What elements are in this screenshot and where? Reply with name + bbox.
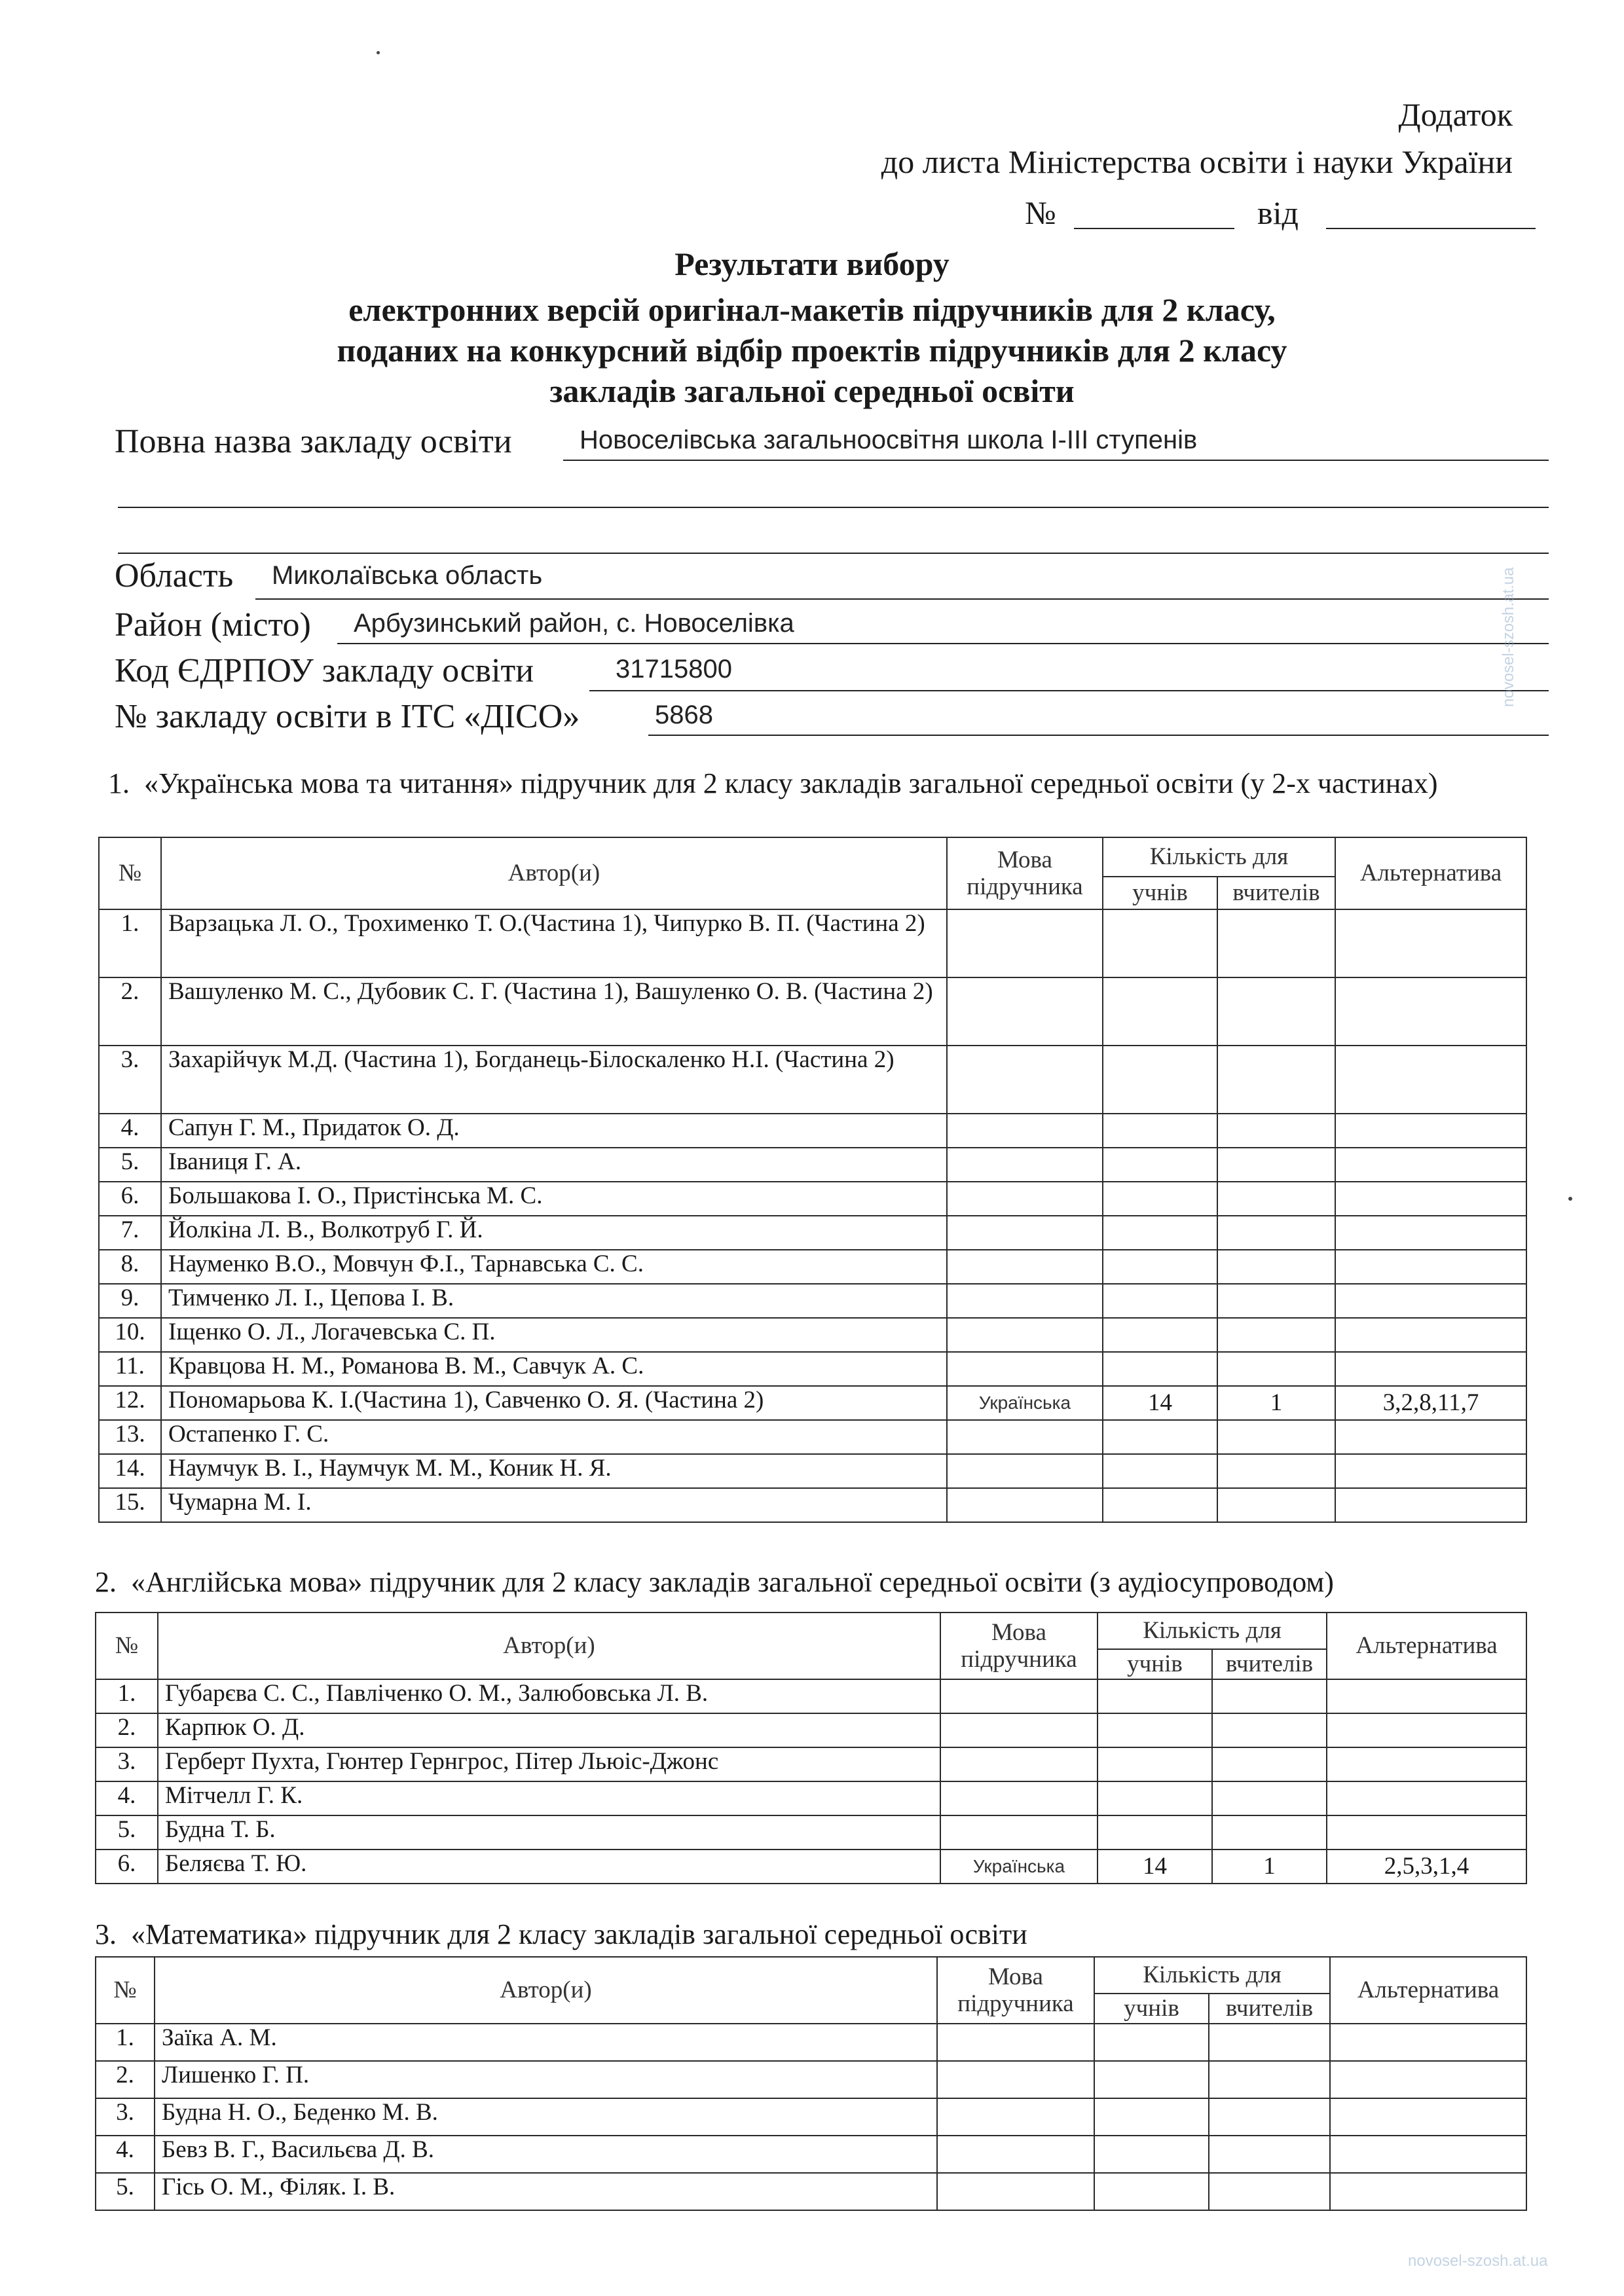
table-row — [99, 1318, 1526, 1352]
table-row — [96, 2061, 1526, 2098]
row-authors: Бевз В. Г., Васильєва Д. В. — [155, 2136, 937, 2173]
row-alternative — [1335, 1488, 1526, 1522]
row-teachers — [1217, 1454, 1335, 1488]
col-students-header: учнів — [1098, 1649, 1212, 1679]
row-alternative — [1335, 1318, 1526, 1352]
row-number: 3. — [96, 1747, 158, 1781]
school-name-value: Новоселівська загальноосвітня школа І-ІІІ ступенів — [580, 426, 1198, 454]
edrpou-line — [589, 689, 1549, 691]
row-language — [947, 1114, 1103, 1148]
section-2-table — [95, 1612, 1527, 1884]
col-students-header: учнів — [1094, 1994, 1209, 2024]
row-teachers — [1212, 1781, 1327, 1815]
edrpou-label: Код ЄДРПОУ закладу освіти — [115, 652, 534, 689]
row-language: Українська — [940, 1850, 1098, 1884]
row-authors: Іваниця Г. А. — [161, 1148, 947, 1182]
region-value: Миколаївська область — [272, 561, 543, 590]
row-authors: Будна Н. О., Беденко М. В. — [155, 2098, 937, 2136]
col-number-header: № — [99, 837, 161, 909]
row-alternative: 2,5,3,1,4 — [1327, 1850, 1526, 1884]
row-number: 14. — [99, 1454, 161, 1488]
table-row — [96, 2024, 1526, 2061]
section-2-title — [95, 1566, 1555, 1599]
row-number: 8. — [99, 1250, 161, 1284]
doc-title-line1: Результати вибору — [674, 246, 950, 282]
col-quantity-header: Кількість для — [1094, 1957, 1330, 1994]
row-alternative — [1330, 2024, 1526, 2061]
row-teachers — [1212, 1747, 1327, 1781]
row-language — [947, 1488, 1103, 1522]
region-line — [255, 597, 1549, 600]
row-alternative — [1335, 1454, 1526, 1488]
row-alternative — [1335, 1148, 1526, 1182]
row-authors: Большакова І. О., Пристінська М. С. — [161, 1182, 947, 1216]
school-name-line2 — [118, 505, 1549, 508]
row-language — [947, 1420, 1103, 1454]
row-teachers — [1217, 977, 1335, 1046]
row-students — [1103, 1352, 1217, 1386]
col-teachers-header: вчителів — [1209, 1994, 1330, 2024]
row-number: 12. — [99, 1386, 161, 1420]
date-blank — [1326, 227, 1536, 229]
section-number: 1. — [108, 767, 130, 799]
row-alternative — [1327, 1781, 1526, 1815]
row-authors: Беляєва Т. Ю. — [158, 1850, 940, 1884]
row-students — [1094, 2061, 1209, 2098]
doc-title-line4: закладів загальної середньої освіти — [549, 373, 1075, 409]
row-authors: Лишенко Г. П. — [155, 2061, 937, 2098]
row-alternative — [1335, 1182, 1526, 1216]
row-students — [1094, 2024, 1209, 2061]
row-authors: Губарєва С. С., Павліченко О. М., Залюбовська Л. В. — [158, 1679, 940, 1713]
row-number: 10. — [99, 1318, 161, 1352]
col-number-header: № — [96, 1613, 158, 1679]
itc-label: № закладу освіти в ІТС «ДІСО» — [115, 698, 580, 735]
table-row — [96, 2173, 1526, 2210]
row-language — [947, 909, 1103, 977]
row-alternative — [1327, 1747, 1526, 1781]
row-teachers — [1212, 1679, 1327, 1713]
number-label: № — [1025, 194, 1056, 231]
row-students — [1098, 1679, 1212, 1713]
row-students — [1098, 1713, 1212, 1747]
row-language — [947, 1216, 1103, 1250]
row-teachers — [1217, 1182, 1335, 1216]
row-students — [1094, 2098, 1209, 2136]
row-alternative — [1330, 2098, 1526, 2136]
table-row — [99, 909, 1526, 977]
row-authors: Пономарьова К. І.(Частина 1), Савченко О. Я. (Частина 2) — [161, 1386, 947, 1420]
table-row — [99, 977, 1526, 1046]
row-authors: Сапун Г. М., Придаток О. Д. — [161, 1114, 947, 1148]
table-row — [99, 1046, 1526, 1114]
row-teachers — [1209, 2024, 1330, 2061]
table-row — [99, 1284, 1526, 1318]
row-teachers — [1212, 1815, 1327, 1850]
row-teachers: 1 — [1212, 1850, 1327, 1884]
row-language — [937, 2136, 1094, 2173]
district-line — [337, 642, 1549, 644]
row-students: 14 — [1103, 1386, 1217, 1420]
row-language — [940, 1781, 1098, 1815]
row-students — [1103, 1250, 1217, 1284]
row-number: 5. — [99, 1148, 161, 1182]
col-quantity-header: Кількість для — [1098, 1613, 1327, 1649]
section-name: «Математика» підручник для 2 класу закладів загальної середньої освіти — [131, 1918, 1027, 1950]
doc-title-line3: поданих на конкурсний відбір проектів підручників для 2 класу — [337, 332, 1287, 369]
row-number: 4. — [96, 1781, 158, 1815]
row-authors: Гісь О. М., Філяк. І. В. — [155, 2173, 937, 2210]
district-value: Арбузинський район, с. Новоселівка — [354, 609, 794, 638]
row-number: 4. — [99, 1114, 161, 1148]
row-teachers — [1217, 1352, 1335, 1386]
row-language — [947, 1182, 1103, 1216]
section-number: 2. — [95, 1566, 117, 1598]
row-students — [1103, 977, 1217, 1046]
row-teachers — [1217, 1114, 1335, 1148]
table-row — [99, 1454, 1526, 1488]
row-alternative — [1335, 1420, 1526, 1454]
row-alternative — [1327, 1679, 1526, 1713]
region-label: Область — [115, 557, 234, 594]
row-students — [1103, 1216, 1217, 1250]
table-row — [99, 1352, 1526, 1386]
row-students — [1094, 2136, 1209, 2173]
row-number: 3. — [99, 1046, 161, 1114]
col-alternative-header: Альтернатива — [1327, 1613, 1526, 1679]
row-students — [1103, 909, 1217, 977]
col-authors-header: Автор(и) — [158, 1613, 940, 1679]
row-students — [1103, 1148, 1217, 1182]
section-number: 3. — [95, 1918, 117, 1950]
section-3-table — [95, 1956, 1527, 2211]
watermark-bottom: novosel-szosh.at.ua — [1408, 2252, 1548, 2270]
row-language — [937, 2173, 1094, 2210]
row-number: 13. — [99, 1420, 161, 1454]
table-row — [96, 1850, 1526, 1884]
row-language: Українська — [947, 1386, 1103, 1420]
itc-line — [648, 733, 1549, 736]
date-label: від — [1257, 194, 1299, 231]
row-authors: Тимченко Л. І., Цепова І. В. — [161, 1284, 947, 1318]
section-name: «Українська мова та читання» підручник для 2 класу закладів загальної середньої освіти (у 2-х частинах) — [144, 767, 1438, 799]
row-authors: Вашуленко М. С., Дубовик С. Г. (Частина 1), Вашуленко О. В. (Частина 2) — [161, 977, 947, 1046]
table-row — [99, 1148, 1526, 1182]
row-teachers — [1217, 1488, 1335, 1522]
row-alternative — [1330, 2136, 1526, 2173]
table-row — [99, 1114, 1526, 1148]
row-alternative — [1330, 2061, 1526, 2098]
row-alternative — [1335, 909, 1526, 977]
row-language — [937, 2098, 1094, 2136]
section-1-table — [98, 837, 1527, 1523]
row-language — [947, 1454, 1103, 1488]
table-row — [99, 1182, 1526, 1216]
row-authors: Заїка А. М. — [155, 2024, 937, 2061]
row-students — [1094, 2173, 1209, 2210]
row-authors: Карпюк О. Д. — [158, 1713, 940, 1747]
row-language — [947, 1318, 1103, 1352]
row-number: 11. — [99, 1352, 161, 1386]
number-blank — [1074, 227, 1234, 229]
row-students — [1103, 1114, 1217, 1148]
row-authors: Кравцова Н. М., Романова В. М., Савчук А. С. — [161, 1352, 947, 1386]
section-1-title — [108, 767, 1555, 801]
row-alternative — [1327, 1815, 1526, 1850]
row-language — [947, 1148, 1103, 1182]
col-teachers-header: вчителів — [1217, 877, 1335, 909]
row-number: 7. — [99, 1216, 161, 1250]
row-language — [937, 2061, 1094, 2098]
row-number: 6. — [99, 1182, 161, 1216]
col-authors-header: Автор(и) — [155, 1957, 937, 2024]
row-number: 6. — [96, 1850, 158, 1884]
table-row — [96, 1713, 1526, 1747]
itc-value: 5868 — [655, 701, 713, 729]
table-row — [96, 1679, 1526, 1713]
row-teachers — [1217, 1216, 1335, 1250]
row-number: 5. — [96, 1815, 158, 1850]
row-students — [1098, 1747, 1212, 1781]
row-teachers — [1209, 2136, 1330, 2173]
section-3-title — [95, 1918, 1555, 1952]
table-row — [99, 1216, 1526, 1250]
row-students — [1103, 1182, 1217, 1216]
row-number: 1. — [96, 2024, 155, 2061]
row-number: 1. — [99, 909, 161, 977]
row-number: 5. — [96, 2173, 155, 2210]
row-alternative — [1327, 1713, 1526, 1747]
school-name-line3 — [118, 551, 1549, 554]
row-alternative — [1335, 1250, 1526, 1284]
row-students — [1098, 1815, 1212, 1850]
row-language — [940, 1679, 1098, 1713]
table-row — [96, 1747, 1526, 1781]
row-students: 14 — [1098, 1850, 1212, 1884]
row-students — [1103, 1284, 1217, 1318]
row-authors: Йолкіна Л. В., Волкотруб Г. Й. — [161, 1216, 947, 1250]
table-row — [96, 1815, 1526, 1850]
school-name-label: Повна назва закладу освіти — [115, 423, 512, 460]
col-teachers-header: вчителів — [1212, 1649, 1327, 1679]
row-number: 4. — [96, 2136, 155, 2173]
row-language — [940, 1815, 1098, 1850]
scan-speck — [1568, 1197, 1572, 1201]
row-students — [1103, 1318, 1217, 1352]
table-row — [96, 1781, 1526, 1815]
row-teachers — [1217, 1420, 1335, 1454]
row-alternative — [1335, 1352, 1526, 1386]
row-authors: Будна Т. Б. — [158, 1815, 940, 1850]
row-authors: Варзацька Л. О., Трохименко Т. О.(Частина 1), Чипурко В. П. (Частина 2) — [161, 909, 947, 977]
row-authors: Герберт Пухта, Гюнтер Гернгрос, Пітер Льюіс-Джонс — [158, 1747, 940, 1781]
scan-speck — [377, 51, 380, 54]
row-number: 3. — [96, 2098, 155, 2136]
row-teachers — [1217, 1250, 1335, 1284]
row-authors: Науменко В.О., Мовчун Ф.І., Тарнавська С. С. — [161, 1250, 947, 1284]
row-teachers — [1217, 1148, 1335, 1182]
letter-reference: до листа Міністерства освіти і науки України — [881, 143, 1513, 180]
row-students — [1103, 1454, 1217, 1488]
row-language — [947, 977, 1103, 1046]
row-alternative — [1335, 977, 1526, 1046]
col-authors-header: Автор(и) — [161, 837, 947, 909]
row-number: 15. — [99, 1488, 161, 1522]
row-students — [1103, 1488, 1217, 1522]
edrpou-value: 31715800 — [616, 655, 732, 683]
row-students — [1103, 1420, 1217, 1454]
row-students — [1098, 1781, 1212, 1815]
row-teachers: 1 — [1217, 1386, 1335, 1420]
row-number: 2. — [96, 2061, 155, 2098]
col-alternative-header: Альтернатива — [1335, 837, 1526, 909]
row-language — [937, 2024, 1094, 2061]
row-teachers — [1217, 1046, 1335, 1114]
col-number-header: № — [96, 1957, 155, 2024]
row-language — [940, 1747, 1098, 1781]
row-teachers — [1212, 1713, 1327, 1747]
addendum-label: Додаток — [1398, 96, 1513, 133]
row-authors: Чумарна М. І. — [161, 1488, 947, 1522]
row-authors: Остапенко Г. С. — [161, 1420, 947, 1454]
col-language-header: Мова підручника — [940, 1613, 1098, 1679]
row-teachers — [1217, 1284, 1335, 1318]
col-alternative-header: Альтернатива — [1330, 1957, 1526, 2024]
row-students — [1103, 1046, 1217, 1114]
col-language-header: Мова підручника — [937, 1957, 1094, 2024]
row-alternative — [1335, 1216, 1526, 1250]
row-alternative: 3,2,8,11,7 — [1335, 1386, 1526, 1420]
row-teachers — [1209, 2061, 1330, 2098]
district-label: Район (місто) — [115, 606, 311, 644]
row-number: 2. — [99, 977, 161, 1046]
col-quantity-header: Кількість для — [1103, 837, 1335, 877]
table-row — [99, 1250, 1526, 1284]
table-row — [99, 1488, 1526, 1522]
row-alternative — [1330, 2173, 1526, 2210]
col-language-header: Мова підручника — [947, 837, 1103, 909]
row-authors: Іщенко О. Л., Логачевська С. П. — [161, 1318, 947, 1352]
row-teachers — [1217, 1318, 1335, 1352]
table-row — [99, 1386, 1526, 1420]
row-alternative — [1335, 1046, 1526, 1114]
row-number: 9. — [99, 1284, 161, 1318]
watermark-right: novosel-szosh.at.ua — [1500, 567, 1517, 707]
row-authors: Наумчук В. І., Наумчук М. М., Коник Н. Я. — [161, 1454, 947, 1488]
row-number: 2. — [96, 1713, 158, 1747]
row-teachers — [1209, 2098, 1330, 2136]
row-alternative — [1335, 1284, 1526, 1318]
row-authors: Захарійчук М.Д. (Частина 1), Богданець-Білоскаленко Н.І. (Частина 2) — [161, 1046, 947, 1114]
table-row — [96, 2136, 1526, 2173]
school-name-line — [563, 458, 1549, 461]
row-language — [947, 1284, 1103, 1318]
row-authors: Мітчелл Г. К. — [158, 1781, 940, 1815]
section-name: «Англійська мова» підручник для 2 класу закладів загальної середньої освіти (з аудіосупроводом) — [131, 1566, 1334, 1598]
table-row — [99, 1420, 1526, 1454]
table-row — [96, 2098, 1526, 2136]
row-number: 1. — [96, 1679, 158, 1713]
col-students-header: учнів — [1103, 877, 1217, 909]
row-language — [947, 1250, 1103, 1284]
doc-title-line2: електронних версій оригінал-макетів підручників для 2 класу, — [348, 291, 1276, 328]
row-language — [940, 1713, 1098, 1747]
row-language — [947, 1046, 1103, 1114]
row-language — [947, 1352, 1103, 1386]
row-teachers — [1209, 2173, 1330, 2210]
row-teachers — [1217, 909, 1335, 977]
row-alternative — [1335, 1114, 1526, 1148]
